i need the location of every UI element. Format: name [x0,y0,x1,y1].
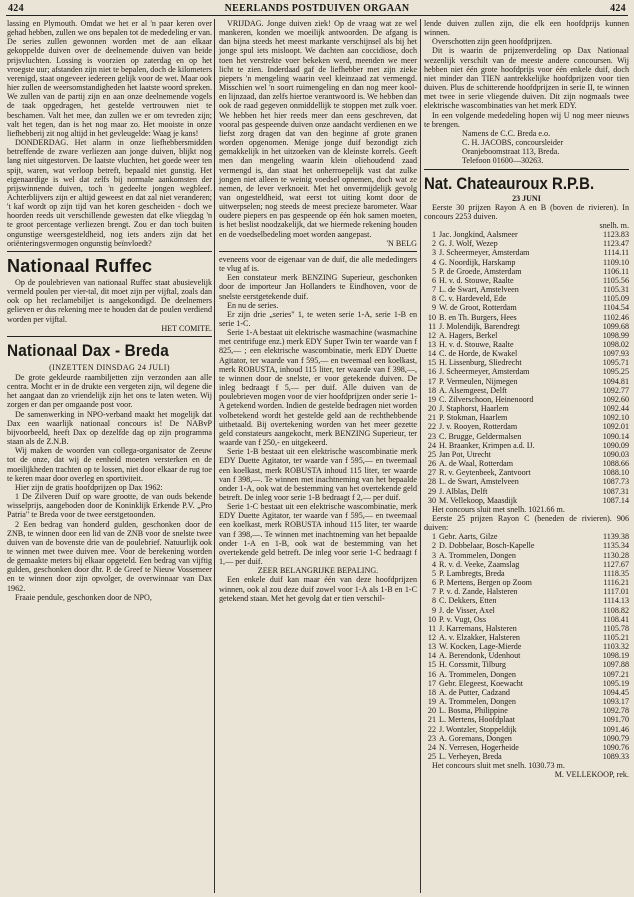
rank-cell: 5 [431,266,436,276]
table-row [424,313,629,322]
fancier-cell: W. de Groot, Rotterdam [439,303,517,313]
rayon-a-results [424,230,629,505]
speed-unit-label: snelh. m. [599,220,629,230]
section-rule [424,169,629,170]
rayon-a-footer: Het concours sluit met snelh. 1021.66 m. [432,504,565,514]
fancier-cell: Jan Pot, Utrecht [439,449,491,459]
section-rule [219,251,417,252]
rank-cell: 26 [427,459,436,469]
fancier-cell: C. Brugge, Geldermalsen [439,431,522,441]
table-row [424,715,629,724]
fancier-cell: A. de Waal, Rotterdam [439,459,514,469]
final-signature: M. VELLEKOOP, rek. [554,770,629,780]
speed-cell: 1093.17 [602,697,629,707]
speed-cell: 1092.10 [602,413,629,423]
rank-cell: 16 [427,669,436,679]
rayon-c-results [424,532,629,761]
speed-cell: 1118.35 [603,568,629,578]
table-row [424,340,629,349]
fancier-cell: P. Stokman, Haarlem [439,413,508,423]
rank-cell: 12 [427,330,436,340]
paragraph: Serie 1-C bestaat uit een elektrische wascombinatie, merk EDY Duette Agitator, ter waarde van f 595,— en tweemaal een koelkast, merk ROBUSTA inhoud 115 liter, ter waarde van f 398,—. Te winnen met inachtneming van het bepaalde onder 1-A en 1-B, ook wat de bestemming van het overtekende geld betreft. De inleg voor serie 1-C bedraagt f 1,— per duif. [219,502,417,567]
speed-cell: 1095.19 [602,678,629,688]
fancier-cell: A. Trommelen, Dongen [439,697,516,707]
speed-cell: 1098.02 [602,340,629,349]
fancier-cell: M. Vellekoop, Maasdijk [439,495,518,505]
table-row [424,578,629,587]
speed-cell: 1094.81 [602,376,629,386]
paragraph: DONDERDAG. Het alarm in onze liefhebbersmidden betreffende de zware verliezen aan jonge duiven, blijkt nog lang niet uitgestorven. De laatste vluchten, het goede weer ten spijt, waren, wat verloop betreft, bepaald niet gunstig. Het eigenaardige is wel dat zelfs bij normale aankomsten der prijswinnende duiven, toch 'n gedeelte jongen wegbleef. Achterblijvers zijn er altijd geweest en dat zal niet veranderen; 't kaf wordt op zijn tijd van het koren gescheiden - doch we hoorden reeds uit verschillende gewesten dat elke vliegdag 'n te groot percentage verliezen brengt. Zou er dan toch buiten ongunstige weersgesteldheid, nog iets anders zijn dat het oriënteringsvermogen ongunstig beïnvloedt? [7,138,212,248]
paragraph: Wij maken de woorden van collega-organisator de Zeeuw tot de onze, dat wij de eenheid moeten versterken en de moeilijkheden trachten op te lossen, niet door elkaar de rug toe te keren maar door overleg en sportiviteit. [7,446,212,483]
table-row [424,468,629,477]
ruffec-signature: HET COMITE. [161,323,212,333]
table-row [424,459,629,468]
rank-cell: 8 [431,294,436,304]
table-row [424,285,629,294]
speed-cell: 1105.78 [602,623,629,633]
table-row [424,743,629,752]
fancier-cell: J. Alblas, Delft [439,486,488,496]
address-line: Oranjeboomstraat 113, Breda. [462,147,560,157]
paragraph: lende duiven zullen zijn, die elk een hoofdprijs kunnen winnen. [424,19,629,38]
paragraph: En nu de series. [227,300,279,310]
rayon-a-intro: Eerste 30 prijzen Rayon A en B (boven de rivieren). In concours 2253 duiven. [424,202,629,221]
paragraph: Fraaie pendule, geschonken door de NPO, [15,592,152,602]
table-row [424,349,629,358]
speed-cell: 1095.25 [602,367,629,377]
speed-cell: 1092.78 [602,706,629,716]
table-row [424,651,629,660]
rank-cell: 22 [427,724,436,734]
fancier-cell: J. Wontzler, Stoppeldijk [439,724,517,734]
ruffec-notice: Op de poulebrieven van nationaal Ruffec staat abusievelijk vermeld poulen per vier-tal, dit moet zijn per vijftal, zoals dan ook op het reclamebiljet is aangekondigd. De deelnemers gelieven er dus rekening mee te houden dat de poulen verdiend worden per vijftal. [7,277,212,324]
rank-cell: 22 [427,422,436,432]
speed-cell: 1092.77 [602,385,629,395]
rank-cell: 11 [428,623,436,633]
rank-cell: 21 [427,715,436,725]
speed-cell: 1092.44 [602,404,629,414]
address-line: Telefoon 01600—30263. [462,156,544,166]
fancier-cell: J. v. Rooyen, Rotterdam [439,422,518,432]
rank-cell: 10 [427,614,436,624]
important-notice-heading: ZEER BELANGRIJKE BEPALING. [257,566,379,576]
fancier-cell: P. de Groede, Amsterdam [439,266,522,276]
table-row [424,633,629,642]
table-row [424,386,629,395]
speed-cell: 1097.88 [602,660,629,670]
fancier-cell: G. Noordijk, Harskamp [439,257,516,267]
section-rule [7,251,212,252]
fancier-cell: A. Hagers, Berkel [439,330,498,340]
speed-cell: 1105.21 [602,633,629,642]
table-row [424,239,629,248]
page-number-left: 424 [8,2,24,14]
fancier-cell: P. v. Vugt, Oss [439,614,486,624]
table-row [424,679,629,688]
rank-cell: 6 [431,275,436,285]
paragraph: De samenwerking in NPO-verband maakt het mogelijk dat Dax een waarlijk nationaal concours is! De NABvP bijvoorbeeld, heeft Dax op dezelfde dag op zijn programma staan als de Z.N.B. [7,409,212,447]
fancier-cell: P. Mertens, Bergen op Zoom [439,578,532,588]
fancier-cell: L. de Swart, Amstelveen [439,477,519,487]
rank-cell: 12 [427,633,436,642]
fancier-cell: A. Goremans, Dongen [439,733,512,743]
rank-cell: 13 [427,642,436,652]
speed-cell: 1097.93 [602,349,629,359]
fancier-cell: J. Scheermeyer, Amsterdam [439,248,530,258]
rank-cell: 24 [427,742,436,752]
speed-cell: 1102.46 [602,312,629,322]
paragraph: Serie 1-B bestaat uit een elektrische wascombinatie merk EDY Duette Agitator, ter waarde van f 595,— en tweemaal een koelkast, merk ROBUSTA inhoud 115 liter, ter waarde van f 398,—. Te winnen met inachtneming van het bepaalde onder 1-A, ook wat de bestemming van het overtekende geld betreft. De inleg voor serie 1-B bedraagt f 2,— per duif. [219,447,417,502]
fancier-cell: L. Verheyen, Breda [439,752,502,762]
fancier-cell: J. de Visser, Axel [439,605,495,615]
fancier-cell: R. v. d. Veeke, Zaamslag [439,559,520,569]
rank-cell: 16 [427,367,436,377]
column-divider [420,19,421,893]
fancier-cell: B. en Th. Burgers, Hees [439,312,517,322]
paragraph: Overschotten zijn geen hoofdprijzen. [432,37,553,47]
header-rule [6,15,628,16]
speed-cell: 1090.76 [602,742,629,752]
rank-cell: 10 [427,312,436,322]
table-row [424,276,629,285]
speed-cell: 1098.99 [602,330,629,340]
paragraph: Dit is waarin de prijzenverdeling op Dax Nationaal wezenlijk verschilt van de meeste andere concoursen. Wij hebben niet één grote hoofdprijs voor één enkele duif, doch niet minder dan TIEN aantrekkelijke hoofdprijzen voor tien duiven. Plus de schitterende hoofdprijzen in serie II, te winnen met twee in serie vliegende duiven. Dit zijn nogmaals twee elektrische wascombinaties van het merk EDY. [424,46,629,111]
fancier-cell: P. Vermeulen, Nijmegen [439,376,518,386]
table-row [424,432,629,441]
page-header [8,2,626,14]
fancier-cell: W. Kocken, Lage-Mierde [439,642,522,652]
speed-cell: 1090.03 [602,449,629,459]
speed-cell: 1109.10 [602,257,629,267]
table-row [424,422,629,431]
speed-cell: 1139.38 [602,532,629,542]
table-row [424,688,629,697]
rank-cell: 21 [427,413,436,423]
rank-cell: 17 [427,678,436,688]
fancier-cell: L. de Swart, Amstelveen [439,285,519,295]
fancier-cell: H. Lissenburg, Sliedrecht [439,358,522,368]
rank-cell: 23 [427,733,436,743]
table-row [424,560,629,569]
table-row [424,322,629,331]
table-row [424,532,629,541]
speed-cell: 1097.21 [602,669,629,679]
table-row [424,303,629,312]
rank-cell: 2 [431,239,436,249]
fancier-cell: H. v. d. Stouwe, Raalte [439,340,514,349]
table-row [424,487,629,496]
fancier-cell: Gebr. Elegeest, Koewacht [439,678,524,688]
speed-cell: 1098.19 [602,651,629,661]
rank-cell: 14 [427,349,436,359]
rank-cell: 23 [427,431,436,441]
table-row [424,477,629,486]
paragraph: lassing en Plymouth. Omdat we het er al 'n paar keren over gehad hebben, zullen we ons bepalen tot de mededeling er van. De series zullen gewonnen worden met de aan elkaar gekoppelde duiven over de deelnemende duiven van beide prijsvluchten. Lossing is voorzien op zaterdag en op het vroegste uur; afstanden zijn niet te bepalen, doch de kilometers verenigd, staat ongeveer iedereen gelijk voor de wet. Maar ook hier zullen de weersomstandigheden het laatste woord spreken. We zullen van de partij zijn en aan onze deelnemende vogels de taak opgedragen, het gestelde vertrouwen niet te beschamen. Valt het mee, dan zullen we er om tevreden zijn; valt het tegen, dan is het nog maar zo. Het mooiste in onze liefhebberij zit nog altijd in het gevleugelde: Waag je kans! [7,19,212,138]
rank-cell: 25 [427,752,436,762]
table-row [424,413,629,422]
rank-cell: 3 [431,248,436,258]
fancier-cell: R. v. Geytenbeek, Zantvoort [439,468,531,478]
column-middle [219,19,417,603]
fancier-cell: A. Trommelen, Dongen [439,669,516,679]
speed-cell: 1087.14 [602,495,629,505]
fancier-cell: L. Mertens, Hoofdplaat [439,715,515,725]
table-row [424,331,629,340]
speed-cell: 1135.34 [602,541,629,551]
rank-cell: 25 [427,449,436,459]
rank-cell: 14 [427,651,436,661]
table-row [424,248,629,257]
table-row [424,377,629,386]
speed-cell: 1090.14 [602,431,629,441]
rank-cell: 28 [427,477,436,487]
fancier-cell: H. Braanker, Krimpen a.d. IJ. [439,440,535,450]
table-row [424,752,629,761]
speed-cell: 1095.71 [602,358,629,368]
fancier-cell: A. de Putter, Cadzand [439,687,510,697]
table-row [424,258,629,267]
paragraph: VRIJDAG. Jonge duiven ziek! Op de vraag wat ze wel mankeren, konden we moeilijk antwoorden. De afgang is dan bijna steeds het meest markante verschijnsel als bij het jonge spul iets misloopt. We dachten aan coccidiose, doch toen het verstrekte voer bekeken werd, meenden we meer licht te zien. Inderdaad gaf de liefhebber met zijn zieke piepers 'n mengeling waarin veel kleinzaad zat vermengd. Misschien wel 'n soort ruimengeling en dan nog meer kool- en lijnzaad, dan zelfs hiertoe verantwoord is. We hebben dan ook de raad gegeven onmiddellijk te stoppen met zulk voer. We hebben het hier reeds meer dan eens geschreven, dat vooral pas gespeende duiven onze aandacht verdienen en we liefst zorg dragen dat van den beginne af grote granen worden opgenomen. Menige jonge duif bezondigt zich gemakkelijk in het uitzoeken van de kleinste korrels. Geeft men dan mengeling waarin klein oliehoudend zaad vermengd is, dan staat het onherroepelijk vast dat zulke jongen niet alleen te weinig voedsel opnemen, doch wat ze nemen, de lever verknoeit. Met het onvermijdelijk gevolg van ongesteldheid, wat eerst tot uiting komt door de uitwerpselen; nog steeds de meest precieze barometer. Waar oudere piepers en pas gespeende op één hok samen moeten, is het beslist noodzakelijk, dat we hiermede rekening houden en de voedselbedeling moet worden aangepast. [219,19,417,239]
table-row [424,596,629,605]
rank-cell: 9 [431,605,436,615]
speed-cell: 1114.13 [603,596,629,606]
speed-cell: 1130.28 [602,550,629,560]
rank-cell: 7 [431,285,436,295]
speed-cell: 1123.47 [602,239,629,249]
speed-cell: 1123.83 [602,230,629,240]
fancier-cell: C. Zilverschoon, Heinenoord [439,394,534,404]
rank-cell: 27 [427,468,436,478]
table-row [424,734,629,743]
speed-cell: 1091.46 [602,724,629,734]
table-row [424,670,629,679]
table-row [424,496,629,505]
fancier-cell: H. v. d. Stouwe, Raalte [439,275,514,285]
rank-cell: 7 [431,587,436,597]
fancier-cell: G. J. Wolf, Wezep [439,239,498,249]
speed-cell: 1108.41 [602,614,629,624]
speed-cell: 1114.11 [603,248,629,258]
rank-cell: 18 [427,687,436,697]
paragraph: Hier zijn de gratis hoofdprijzen op Dax 1962: [15,482,163,492]
table-row [424,551,629,560]
speed-cell: 1087.31 [602,486,629,496]
table-row [424,615,629,624]
paragraph: Serie 1-A bestaat uit elektrische wasmachine (wasmachine met centrifuge enz.) merk EDY Super Twin ter waarde van f 825,— ; een elektrische wascombinatie, merk EDY Duette Agitator, ter waarde van f 595,— en tweemaal een koelkast, merk ROBUSTA, inhoud 115 liter, ter waarde van f 398,—, te winnen door de snelste, er voor getekende duiven. De inleg bedraagt f 5,— per duif. Alle duiven van de poulebrieven mogen voor de vier hoofdprijzen onder serie 1-A getekend worden. Indien de gestelde bedragen niet worden volbetekend wordt het gestelde geld aan de rechthebbende uitbetaald. Bij overtekening worden van het meer gezette geld constateurs aangekocht, merk BENZING Superieur, ter waarde van f 250,- en uitgekeerd. [219,328,418,448]
paragraph: Een constateur merk BENZING Superieur, geschonken door de importeur Jan Hollanders te Eindhoven, voor de snelste eerstgetekende duif. [219,273,417,301]
section-rule [7,336,212,337]
rank-cell: 6 [431,578,436,588]
speed-cell: 1094.45 [602,687,629,697]
paragraph: 1 De Zilveren Duif op ware grootte, de van ouds bekende wisselprijs, aangeboden door de Koninklijk Erkende P.V. „Pro Patria" te Breda voor de twee eerstgetoonden. [7,492,212,520]
speed-cell: 1127.67 [602,559,629,569]
table-row [424,230,629,239]
table-row [424,725,629,734]
fancier-cell: D. Dobbelaar, Bosch-Kapelle [439,541,535,551]
table-row [424,606,629,615]
speed-cell: 1092.01 [602,422,629,432]
speed-cell: 1088.66 [602,459,629,469]
address-line: C. H. JACOBS, concoursleider [462,138,564,148]
speed-cell: 1092.60 [602,394,629,404]
fancier-cell: J. Molendijk, Barendregt [439,321,520,331]
rank-cell: 11 [428,321,436,331]
dax-subheading: (INZETTEN DINSDAG 24 JULI) [49,362,170,372]
rank-cell: 13 [427,340,436,349]
publication-title: NEERLANDS POSTDUIVEN ORGAAN [224,2,410,14]
fancier-cell: C. v. Hardeveld, Ede [439,294,507,304]
paragraph: De grote gekleurde raambiljetten zijn verzonden aan alle centra. Mocht er in de drukte een vergeten zijn, wil degene die het aangaat dan zo vriendelijk zijn het ons te laten weten. Wij zorgen er dan per omgaande post voor. [7,373,212,410]
rank-cell: 4 [431,257,436,267]
speed-cell: 1105.09 [602,294,629,304]
rank-cell: 20 [427,404,436,414]
rank-cell: 8 [431,596,436,606]
fancier-cell: A. Trommelen, Dongen [439,550,516,560]
table-row [424,441,629,450]
table-row [424,706,629,715]
rank-cell: 3 [431,550,436,560]
rank-cell: 4 [431,559,436,569]
speed-cell: 1090.79 [602,733,629,743]
speed-cell: 1087.73 [602,477,629,487]
rank-cell: 19 [427,394,436,404]
speed-cell: 1104.54 [602,303,629,313]
speed-cell: 1088.10 [602,468,629,478]
ruffec-heading: Nationaal Ruffec [7,255,153,276]
rank-cell: 24 [427,440,436,450]
rank-cell: 5 [431,568,436,578]
dax-heading: Nationaal Dax - Breda [7,340,169,360]
speed-cell: 1089.33 [602,752,629,762]
table-row [424,624,629,633]
column-right [424,19,629,780]
paragraph: 2 Een bedrag van honderd gulden, geschonken door de ZNB, te winnen door een lid van de ZNB voor de snelste twee duiven van de bovenste drie van de poulebrief. Natuurlijk ook te winnen met twee duiven mee. Voor de berekening worden de gemaakte meters bij elkaar opgeteld. Een bedrag van vijftig gulden, geschonken door dhr. P. de Greef te Nieuw Vossemeer en te winnen door zijn opvolger, de overwinnaar van Dax 1962. [7,519,212,593]
fancier-cell: H. Corssmit, Tilburg [439,660,506,670]
rank-cell: 20 [427,706,436,716]
table-row [424,569,629,578]
table-row [424,404,629,413]
fancier-cell: N. Verresen, Hogerheide [439,742,519,752]
belg-signature: 'N BELG [386,238,417,248]
contact-address [462,129,629,166]
fancier-cell: Jac. Jongkind, Aalsmeer [439,230,518,240]
table-row [424,367,629,376]
fancier-cell: A. Alsemgeest, Delft [439,385,507,395]
rank-cell: 1 [431,230,436,240]
chateauroux-heading: Nat. Chateauroux R.P.B. [424,173,595,193]
table-row [424,697,629,706]
table-row [424,395,629,404]
speed-cell: 1108.82 [602,605,629,615]
paragraph: Er zijn drie „series" 1, te weten serie 1-A, serie 1-B en serie 1-C. [219,309,417,328]
rank-cell: 1 [431,532,436,542]
fancier-cell: P. Lambregts, Breda [439,568,505,578]
page-number-right: 424 [610,2,626,14]
speed-cell: 1116.21 [603,578,629,588]
speed-cell: 1091.70 [602,715,629,725]
rayon-c-intro: Eerste 25 prijzen Rayon C (beneden de rivieren). 906 duiven: [424,513,629,533]
speed-cell: 1103.32 [602,642,629,652]
table-row [424,541,629,550]
rank-cell: 18 [427,385,436,395]
speed-cell: 1117.01 [603,587,629,597]
race-date: 23 JUNI [512,193,541,203]
fancier-cell: L. Bosma, Philippine [439,706,508,716]
table-row [424,660,629,669]
table-row [424,587,629,596]
table-row [424,358,629,367]
fancier-cell: J. Scheermeyer, Amsterdam [439,367,530,377]
rank-cell: 19 [427,697,436,707]
column-divider [214,19,215,893]
fancier-cell: J. Karremans, Halsteren [439,623,517,633]
fancier-cell: Gebr. Aarts, Gilze [439,532,498,542]
fancier-cell: C. de Horde, de Kwakel [439,349,518,359]
rank-cell: 30 [427,495,436,505]
fancier-cell: A. v. Elzakker, Halsteren [439,633,520,642]
rayon-c-footer: Het concours sluit met snelh. 1030.73 m. [432,761,565,771]
table-row [424,294,629,303]
speed-cell: 1106.11 [603,266,629,276]
rank-cell: 17 [427,376,436,386]
rank-cell: 9 [431,303,436,313]
table-row [424,267,629,276]
paragraph: In een volgende mededeling hopen wij U nog meer nieuws te brengen. [424,110,629,129]
speed-cell: 1105.31 [602,285,629,295]
paragraph: Een enkele duif kan maar één van deze hoofdprijzen winnen, ook al zou deze duif zowel voor 1-A als 1-B en 1-C getekend staan. Met het gevolg dat er tien verschil- [219,575,417,603]
table-row [424,450,629,459]
fancier-cell: J. Staphorst, Haarlem [439,404,509,414]
speed-cell: 1105.56 [602,275,629,285]
speed-cell: 1099.68 [602,321,629,331]
paragraph: eveneens voor de eigenaar van de duif, die alle mededingers te vlug af is. [219,254,417,274]
fancier-cell: A. Berendonk, Udenhout [439,651,521,661]
rank-cell: 15 [427,660,436,670]
rank-cell: 29 [427,486,436,496]
address-line: Namens de C.C. Breda e.o. [462,128,551,138]
speed-cell: 1090.09 [602,440,629,450]
fancier-cell: C. Dekkers, Etten [439,596,497,606]
rank-cell: 15 [427,358,436,368]
rank-cell: 2 [431,541,436,551]
table-row [424,642,629,651]
fancier-cell: P. v. d. Zande, Halsteren [439,587,518,597]
column-left [7,19,212,602]
